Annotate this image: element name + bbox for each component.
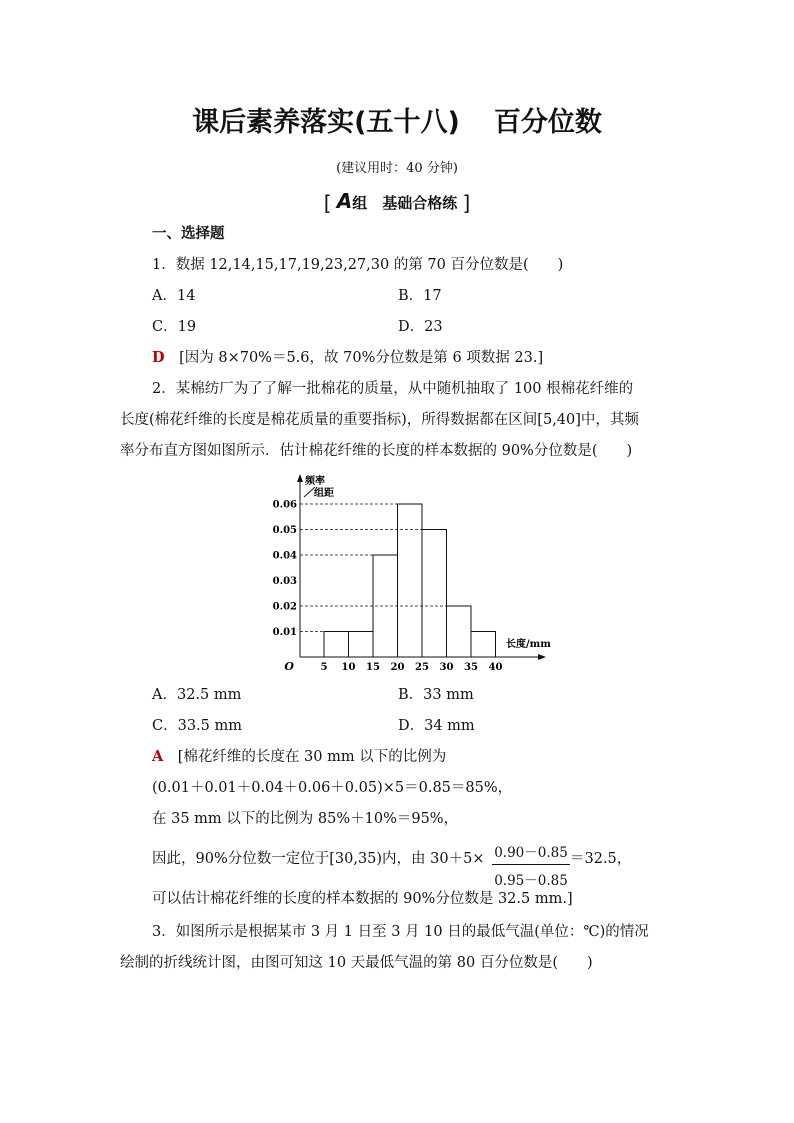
q2-stem-line1: 2．某棉纺厂为了了解一批棉花的质量，从中随机抽取了 100 根棉花纤维的 <box>152 381 634 397</box>
page-title <box>0 100 794 139</box>
q2-solution-line4-pre: 因此，90%分位数一定位于[30,35)内，由 30＋5× <box>152 851 485 867</box>
origin-label: O <box>284 660 294 673</box>
y-tick-label: 0.01 <box>272 627 297 638</box>
y-tick-label: 0.04 <box>272 550 297 562</box>
y-tick-label: 0.03 <box>272 576 297 587</box>
group-heading <box>0 189 794 215</box>
y-axis-label-top: 频率 <box>305 476 325 487</box>
x-axis-label: 长度/mm <box>506 639 551 650</box>
time-hint: (建议用时：40 分钟) <box>336 161 458 176</box>
q3-stem-line2: 绘制的折线统计图，由图可知这 10 天最低气温的第 80 百分位数是( ) <box>120 955 593 971</box>
x-tick-label: 25 <box>415 662 429 673</box>
histogram-bar <box>471 632 496 658</box>
q1-option-d: D．23 <box>398 319 443 335</box>
q2-solution-line2: (0.01＋0.01＋0.04＋0.06＋0.05)×5＝0.85＝85%， <box>152 780 513 796</box>
x-tick-label: 10 <box>341 662 356 673</box>
q1-stem: 1．数据 12,14,15,17,19,23,27,30 的第 70 百分位数是( ) <box>152 257 564 273</box>
section-heading: 一、选择题 <box>152 226 225 242</box>
group-letter: A <box>336 189 353 213</box>
x-tick-label: 15 <box>366 662 380 673</box>
x-tick-label: 30 <box>439 662 454 673</box>
q2-option-b: B．33 mm <box>398 687 474 703</box>
histogram-bar <box>398 504 423 657</box>
q1-option-a: A．14 <box>152 288 196 304</box>
q2-solution-line1 <box>152 750 446 765</box>
title-topic: 百分位数 <box>493 107 602 138</box>
title-main: 课后素养落实(五十八) <box>192 107 460 138</box>
histogram-bar <box>324 632 349 658</box>
y-tick-label: 0.05 <box>272 525 297 536</box>
q2-answer: A <box>152 748 164 765</box>
q2-solution-line4-post: ＝32.5， <box>570 851 632 867</box>
x-tick-label: 40 <box>488 662 503 673</box>
x-tick-label: 35 <box>464 662 478 673</box>
q1-solution <box>152 351 543 366</box>
y-tick-label: 0.06 <box>272 499 297 511</box>
fraction-denominator: 0.95－0.85 <box>494 873 568 889</box>
x-axis-arrow <box>538 654 546 660</box>
y-axis-label-bottom: 组距 <box>314 488 334 499</box>
histogram-chart <box>262 474 562 676</box>
q2-stem-line3: 率分布直方图如图所示．估计棉花纤维的长度的样本数据的 90%分位数是( ) <box>120 443 633 459</box>
q2-explanation-1: [棉花纤维的长度在 30 mm 以下的比例为 <box>177 749 447 765</box>
fraction-numerator: 0.90－0.85 <box>492 841 570 865</box>
x-tick-label: 20 <box>390 662 405 673</box>
q2-solution-line3: 在 35 mm 以下的比例为 85%＋10%＝95%， <box>152 811 459 827</box>
q1-explanation: [因为 8×70%＝5.6，故 70%分位数是第 6 项数据 23.] <box>179 350 544 366</box>
q2-option-a: A．32.5 mm <box>152 687 242 703</box>
q2-option-c: C．33.5 mm <box>152 718 242 734</box>
histogram-bar <box>422 530 447 658</box>
q2-stem-line2: 长度(棉花纤维的长度是棉花质量的重要指标)，所得数据都在区间[5,40]中，其频 <box>120 412 639 428</box>
q2-option-d: D．34 mm <box>398 718 475 734</box>
q2-solution-line5: 可以估计棉花纤维的长度的样本数据的 90%分位数是 32.5 mm.] <box>152 891 573 907</box>
histogram-bar <box>349 632 374 658</box>
group-label: 组 基础合格练 <box>352 194 458 212</box>
y-tick-label: 0.02 <box>272 601 297 613</box>
q3-stem-line1: 3．如图所示是根据某市 3 月 1 日至 3 月 10 日的最低气温(单位：℃)的情况 <box>152 924 649 940</box>
x-tick-label: 5 <box>320 662 328 673</box>
q1-answer: D <box>152 349 165 366</box>
histogram-plot <box>273 474 552 673</box>
bracket-open: [ <box>323 191 332 215</box>
histogram-bar <box>447 606 472 657</box>
fraction <box>492 841 570 889</box>
q1-option-c: C．19 <box>152 319 197 335</box>
q1-option-b: B．17 <box>398 288 442 304</box>
bracket-close: ] <box>462 191 471 215</box>
y-axis-arrow <box>297 474 303 482</box>
